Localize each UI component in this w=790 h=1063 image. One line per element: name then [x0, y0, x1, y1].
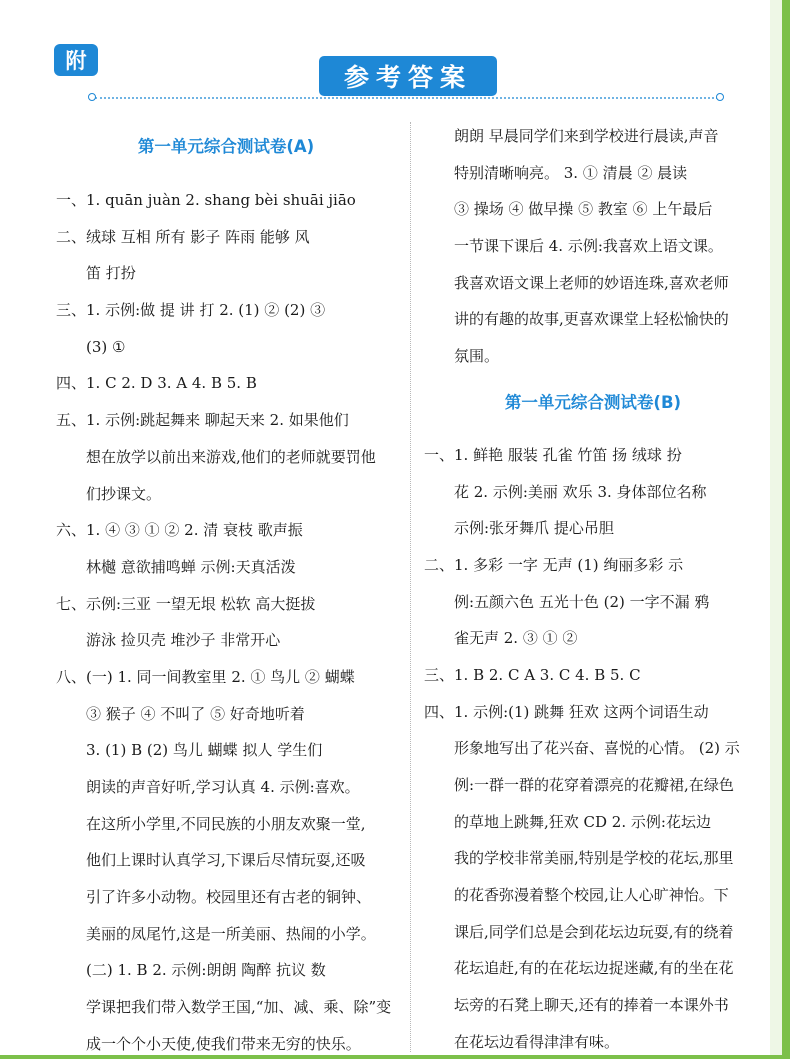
answer-line: 八、(一) 1. 同一间教室里 2. ① 鸟儿 ② 蝴蝶: [56, 667, 355, 686]
page-right-border: [782, 0, 790, 1059]
answer-line: 学课把我们带入数学王国,“加、减、乘、除”变: [86, 998, 392, 1017]
answer-line: 在这所小学里,不同民族的小朋友欢聚一堂,: [86, 814, 366, 833]
section-title-a: 第一单元综合测试卷(A): [137, 137, 315, 156]
answer-line: 形象地写出了花兴奋、喜悦的心情。 (2) 示: [454, 739, 740, 758]
answer-line: 二、1. 多彩 一字 无声 (1) 绚丽多彩 示: [424, 555, 684, 574]
answer-line: 朗读的声音好听,学习认真 4. 示例:喜欢。: [86, 778, 360, 796]
answer-line: 他们上课时认真学习,下课后尽情玩耍,还吸: [86, 851, 366, 870]
answer-line: 3. (1) B (2) 鸟儿 蝴蝶 拟人 学生们: [86, 741, 323, 760]
divider-right-dot: [716, 93, 724, 101]
answer-line: 成一个个小天使,使我们带来无穷的快乐。: [86, 1034, 361, 1053]
answer-line: 笛 打扮: [86, 264, 136, 283]
column-divider: [410, 122, 411, 1052]
answer-line: 的花香弥漫着整个校园,让人心旷神怡。下: [454, 886, 729, 905]
answer-line: 六、1. ④ ③ ① ② 2. 清 衰枝 歌声振: [56, 521, 303, 540]
answer-line: 花 2. 示例:美丽 欢乐 3. 身体部位名称: [454, 482, 707, 501]
answer-line: 四、1. C 2. D 3. A 4. B 5. B: [56, 374, 257, 393]
divider-left-dot: [88, 93, 96, 101]
answer-line: 四、1. 示例:(1) 跳舞 狂欢 这两个词语生动: [424, 702, 709, 721]
section-title-b: 第一单元综合测试卷(B): [504, 392, 682, 412]
answer-line: 坛旁的石凳上聊天,还有的捧着一本课外书: [454, 996, 729, 1015]
answer-line: 引了许多小动物。校园里还有古老的铜钟、: [86, 888, 372, 907]
answer-line: 讲的有趣的故事,更喜欢课堂上轻松愉快的: [454, 310, 729, 329]
answer-line: 课后,同学们总是会到花坛边玩耍,有的绕着: [454, 922, 734, 941]
answer-line: 游泳 捡贝壳 堆沙子 非常开心: [86, 631, 281, 650]
answer-line: 示例:张牙舞爪 提心吊胆: [454, 519, 614, 538]
answer-line: (3) ①: [86, 337, 126, 356]
title-divider: [95, 97, 718, 99]
answer-line: 我的学校非常美丽,特别是学校的花坛,那里: [454, 849, 734, 868]
page-left-edge: [0, 0, 8, 1059]
answer-line: 一节课下课后 4. 示例:我喜欢上语文课。: [454, 237, 723, 256]
answer-line: 一、1. 鲜艳 服装 孔雀 竹笛 扬 绒球 扮: [424, 445, 682, 464]
page-title: 参考答案: [319, 56, 497, 96]
right-column: [424, 118, 762, 1061]
answer-line: 例:五颜六色 五光十色 (2) 一字不漏 鸦: [454, 592, 710, 611]
answer-line: 我喜欢语文课上老师的妙语连珠,喜欢老师: [454, 273, 729, 292]
answer-line: 五、1. 示例:跳起舞来 聊起天来 2. 如果他们: [56, 411, 349, 430]
answer-line: 朗朗 早晨同学们来到学校进行晨读,声音: [454, 127, 719, 145]
page-right-margin: [770, 0, 782, 1059]
answer-line: ③ 操场 ④ 做早操 ⑤ 教室 ⑥ 上午最后: [454, 200, 713, 219]
answer-line: 美丽的凤尾竹,这是一所美丽、热闹的小学。: [86, 924, 376, 943]
appendix-badge: 附: [54, 44, 98, 76]
answer-line: 的草地上跳舞,狂欢 CD 2. 示例:花坛边: [454, 812, 711, 831]
answer-line: 三、1. B 2. C A 3. C 4. B 5. C: [424, 665, 641, 684]
answer-line: 氛围。: [454, 347, 500, 366]
answer-line: 特别清晰响亮。 3. ① 清晨 ② 晨读: [454, 163, 688, 182]
answer-line: 林樾 意欲捕鸣蝉 示例:天真活泼: [86, 557, 296, 576]
answer-line: (二) 1. B 2. 示例:朗朗 陶醉 抗议 数: [86, 961, 326, 980]
answer-line: 想在放学以前出来游戏,他们的老师就要罚他: [86, 447, 376, 466]
answer-line: 雀无声 2. ③ ① ②: [454, 629, 578, 648]
answer-line: 例:一群一群的花穿着漂亮的花瓣裙,在绿色: [454, 776, 734, 794]
answer-line: 在花坛边看得津津有味。: [454, 1032, 620, 1051]
answer-line: 们抄课文。: [86, 484, 162, 503]
answer-line: 二、绒球 互相 所有 影子 阵雨 能够 风: [56, 227, 310, 246]
answer-line: 花坛追赶,有的在花坛边捉迷藏,有的坐在花: [454, 959, 734, 978]
answer-line: 七、示例:三亚 一望无垠 松软 高大挺拔: [56, 594, 316, 613]
left-column: [56, 118, 396, 1063]
answer-line: 一、1. quān juàn 2. shang bèi shuāi jiāo: [56, 191, 356, 209]
answer-line: ③ 猴子 ④ 不叫了 ⑤ 好奇地听着: [86, 704, 305, 723]
answer-line: 三、1. 示例:做 提 讲 打 2. (1) ② (2) ③: [56, 301, 326, 320]
